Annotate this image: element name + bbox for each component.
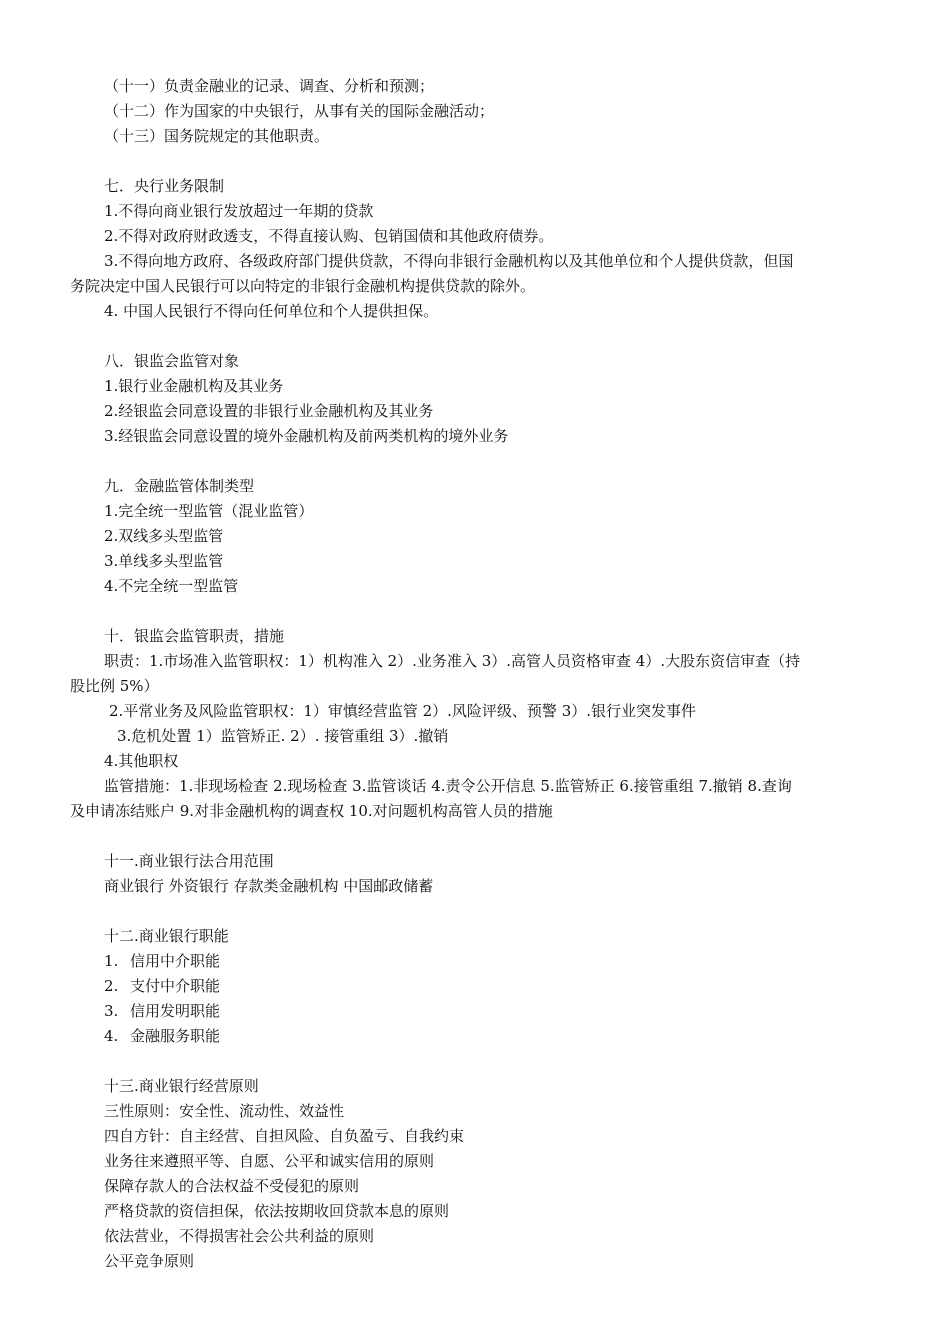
function-item-4-num: 4. xyxy=(104,1027,119,1045)
measures-line-1: 监管措施：1.非现场检查 2.现场检查 3.监管谈话 4.责令公开信息 5.监管矫正 6.接管重组 7.撤销 8.查询 xyxy=(104,777,792,795)
duty-item-13: （十三）国务院规定的其他职责。 xyxy=(104,127,330,145)
function-item-2-text: 支付中介职能 xyxy=(130,977,221,995)
function-item-1-num: 1. xyxy=(104,952,119,970)
duty-market-access-line-2: 股比例 5%） xyxy=(70,677,159,695)
function-item-3-text: 信用发明职能 xyxy=(130,1002,221,1020)
section-heading-8: 八．银监会监管对象 xyxy=(104,352,240,370)
supervision-target-1: 1.银行业金融机构及其业务 xyxy=(104,377,284,395)
regime-type-4: 4.不完全统一型监管 xyxy=(104,577,239,595)
supervision-target-2: 2.经银监会同意设置的非银行业金融机构及其业务 xyxy=(104,402,434,420)
function-item-1-text: 信用中介职能 xyxy=(130,952,221,970)
duty-routine-risk: 2.平常业务及风险监管职权：1）审慎经营监管 2）.风险评级、预警 3）.银行业突发事件 xyxy=(109,702,697,720)
principle-line-6: 依法营业，不得损害社会公共利益的原则 xyxy=(104,1227,375,1245)
duty-other: 4.其他职权 xyxy=(104,752,179,770)
restriction-item-3-line-1: 3.不得向地方政府、各级政府部门提供贷款，不得向非银行金融机构以及其他单位和个人提供贷款，但国 xyxy=(104,252,794,270)
duty-market-access-line-1: 职责：1.市场准入监管职权：1）机构准入 2）.业务准入 3）.高管人员资格审查 4）.大股东资信审查（持 xyxy=(104,652,801,670)
section-heading-7: 七．央行业务限制 xyxy=(104,177,225,195)
section-heading-9: 九．金融监管体制类型 xyxy=(104,477,255,495)
duty-item-11: （十一）负责金融业的记录、调查、分析和预测； xyxy=(104,77,435,95)
principle-line-2: 四自方针：自主经营、自担风险、自负盈亏、自我约束 xyxy=(104,1127,465,1145)
function-item-2-num: 2. xyxy=(104,977,119,995)
duty-item-12: （十二）作为国家的中央银行，从事有关的国际金融活动； xyxy=(104,102,495,120)
section-heading-10: 十．银监会监管职责，措施 xyxy=(104,627,285,645)
restriction-item-1: 1.不得向商业银行发放超过一年期的贷款 xyxy=(104,202,374,220)
regime-type-3: 3.单线多头型监管 xyxy=(104,552,224,570)
duty-crisis-handling: 3.危机处置 1）监管矫正. 2）. 接管重组 3）.撤销 xyxy=(117,727,449,745)
section-heading-11: 十一.商业银行法合用范围 xyxy=(104,852,274,870)
principle-line-5: 严格贷款的资信担保，依法按期收回贷款本息的原则 xyxy=(104,1202,450,1220)
supervision-target-3: 3.经银监会同意设置的境外金融机构及前两类机构的境外业务 xyxy=(104,427,509,445)
regime-type-2: 2.双线多头型监管 xyxy=(104,527,224,545)
restriction-item-3-line-2: 务院决定中国人民银行可以向特定的非银行金融机构提供贷款的除外。 xyxy=(70,277,536,295)
principle-line-4: 保障存款人的合法权益不受侵犯的原则 xyxy=(104,1177,360,1195)
principle-line-7: 公平竞争原则 xyxy=(104,1252,195,1270)
regime-type-1: 1.完全统一型监管（混业监管） xyxy=(104,502,314,520)
scope-body: 商业银行 外资银行 存款类金融机构 中国邮政储蓄 xyxy=(104,877,434,895)
restriction-item-4: 4. 中国人民银行不得向任何单位和个人提供担保。 xyxy=(104,302,439,320)
section-heading-13: 十三.商业银行经营原则 xyxy=(104,1077,259,1095)
measures-line-2: 及申请冻结账户 9.对非金融机构的调查权 10.对问题机构高管人员的措施 xyxy=(70,802,553,820)
principle-line-3: 业务往来遵照平等、自愿、公平和诚实信用的原则 xyxy=(104,1152,435,1170)
restriction-item-2: 2.不得对政府财政透支，不得直接认购、包销国债和其他政府债券。 xyxy=(104,227,554,245)
function-item-3-num: 3. xyxy=(104,1002,119,1020)
principle-line-1: 三性原则：安全性、流动性、效益性 xyxy=(104,1102,345,1120)
section-heading-12: 十二.商业银行职能 xyxy=(104,927,229,945)
function-item-4-text: 金融服务职能 xyxy=(130,1027,221,1045)
